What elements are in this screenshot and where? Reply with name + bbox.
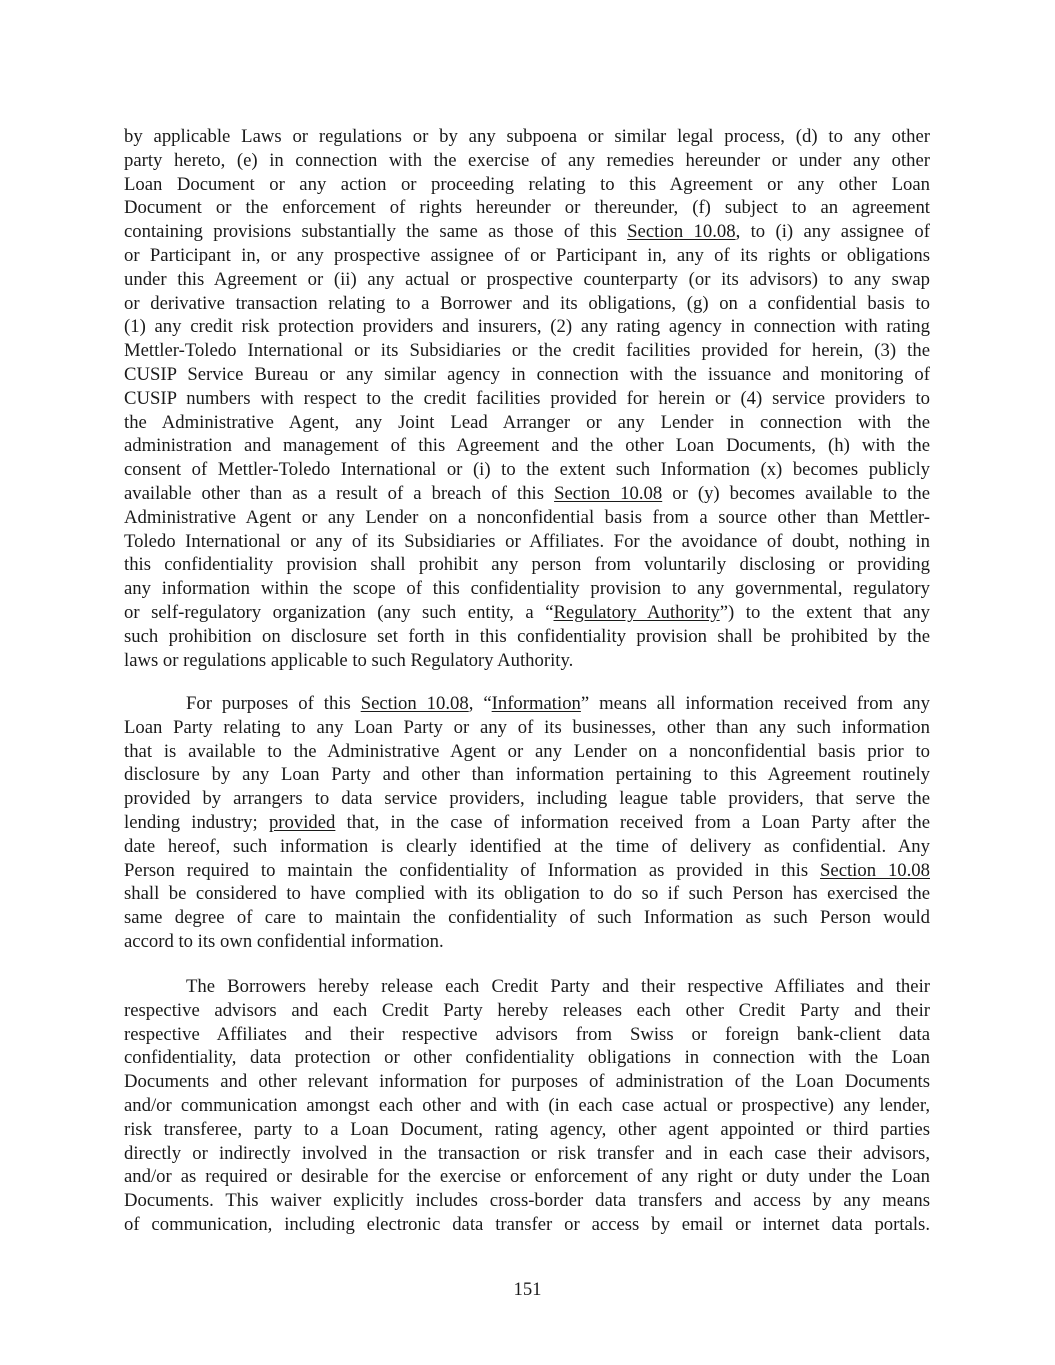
text-line	[124, 220, 930, 244]
text-line	[124, 601, 930, 625]
text-line: or derivative transaction relating to a Borrower and its obligations, (g) on a confidential basis to	[124, 292, 930, 314]
page-number: 151	[513, 1279, 542, 1300]
text-line: by applicable Laws or regulations or by any subpoena or similar legal process, (d) to any other	[124, 126, 930, 147]
text-line: or Participant in, or any prospective assignee of or Participant in, any of its rights or obligations	[124, 244, 930, 266]
defined-term: Information	[491, 693, 581, 714]
text-line: CUSIP Service Bureau or any similar agency in connection with the issuance and monitoring of	[124, 363, 930, 385]
text-line: any information within the scope of this confidentiality provision to any governmental, regulatory	[124, 578, 930, 600]
section-reference: Section 10.08	[554, 482, 663, 504]
text-run: , “	[468, 693, 492, 714]
text-run: containing provisions substantially the same as those of this	[124, 221, 628, 243]
text-line	[124, 859, 930, 883]
text-line: under this Agreement or (ii) any actual or prospective counterparty (or its advisors) to any swap	[124, 268, 930, 290]
defined-term: provided	[268, 811, 336, 833]
text-line: consent of Mettler-Toledo International or (i) to the extent such Information (x) becomes publicly	[124, 459, 930, 481]
text-line	[124, 692, 930, 716]
text-line: (1) any credit risk protection providers and insurers, (2) any rating agency in connection with rating	[124, 316, 930, 338]
defined-term: Regulatory Authority	[553, 601, 720, 623]
text-line: respective advisors and each Credit Party hereby releases each other Credit Party and their	[124, 999, 930, 1021]
section-reference: Section 10.08	[360, 693, 469, 714]
text-line: Toledo International or any of its Subsidiaries or Affiliates. For the avoidance of doubt, nothing in	[124, 530, 930, 552]
text-run: For purposes of this	[186, 693, 361, 714]
text-line: of communication, including electronic data transfer or access by email or internet data portals.	[124, 1213, 930, 1235]
text-line: and/or communication amongst each other and with (in each case actual or prospective) any lender,	[124, 1094, 930, 1116]
text-run: , to (i) any assignee of	[735, 221, 930, 243]
text-line: confidentiality, data protection or other confidentiality obligations in connection with the Loan	[124, 1047, 930, 1069]
text-run: available other than as a result of a breach of this	[124, 482, 555, 504]
text-line	[124, 811, 930, 835]
paragraph-information-definition	[124, 692, 930, 954]
text-line: The Borrowers hereby release each Credit Party and their respective Affiliates and their	[186, 976, 930, 997]
text-line: the Administrative Agent, any Joint Lead Arranger or any Lender in connection with the	[124, 411, 930, 433]
text-run: or (y) becomes available to the	[662, 482, 930, 504]
text-line: Documents. This waiver explicitly includes cross-border data transfers and access by any means	[124, 1190, 930, 1212]
text-line: administration and management of this Agreement and the other Loan Documents, (h) with the	[124, 435, 930, 457]
paragraph-data-release-waiver	[124, 975, 930, 1237]
text-line: such prohibition on disclosure set forth in this confidentiality provision shall be prohibited by the	[124, 625, 930, 647]
paragraph-confidentiality-disclosures	[124, 125, 930, 672]
text-line: Documents and other relevant information for purposes of administration of the Loan Documents	[124, 1071, 930, 1093]
text-line: Document or the enforcement of rights hereunder or thereunder, (f) subject to an agreement	[124, 197, 930, 219]
text-line: Loan Party relating to any Loan Party or any of its businesses, other than any such information	[124, 716, 930, 738]
text-line: that is available to the Administrative Agent or any Lender on a nonconfidential basis prior to	[124, 740, 930, 762]
section-reference: Section 10.08	[627, 221, 736, 243]
text-run: ” means all information received from any	[580, 693, 930, 714]
text-line: CUSIP numbers with respect to the credit facilities provided for herein or (4) service providers to	[124, 387, 930, 409]
text-run: Person required to maintain the confidentiality of Information as provided in this	[124, 859, 820, 881]
text-line: Administrative Agent or any Lender on a nonconfidential basis from a source other than Mettler-	[124, 506, 930, 528]
text-run: lending industry;	[124, 811, 269, 833]
text-line: and/or as required or desirable for the exercise or enforcement of any right or duty under the Loan	[124, 1166, 930, 1188]
text-line: Mettler-Toledo International or its Subsidiaries or the credit facilities provided for herein, (3) the	[124, 340, 930, 362]
text-line: risk transferee, party to a Loan Document, rating agency, other agent appointed or third parties	[124, 1118, 930, 1140]
text-line: same degree of care to maintain the confidentiality of such Information as such Person would	[124, 907, 930, 929]
text-run: that, in the case of information received from a Loan Party after the	[335, 811, 931, 833]
text-line: accord to its own confidential information.	[124, 930, 444, 952]
text-line: this confidentiality provision shall prohibit any person from voluntarily disclosing or providing	[124, 554, 930, 576]
text-run: ”) to the extent that any	[719, 601, 930, 623]
text-line: date hereof, such information is clearly identified at the time of delivery as confidential. Any	[124, 835, 930, 857]
text-line: directly or indirectly involved in the transaction or risk transfer and in each case their advisors,	[124, 1142, 930, 1164]
text-line: party hereto, (e) in connection with the exercise of any remedies hereunder or under any other	[124, 149, 930, 171]
text-line: disclosure by any Loan Party and other than information pertaining to this Agreement routinely	[124, 764, 930, 786]
text-line: laws or regulations applicable to such Regulatory Authority.	[124, 649, 574, 671]
text-line	[124, 482, 930, 506]
text-run: or self-regulatory organization (any such entity, a “	[124, 601, 554, 623]
text-line: respective Affiliates and their respective advisors from Swiss or foreign bank-client data	[124, 1023, 930, 1045]
text-line: shall be considered to have complied with its obligation to do so if such Person has exercised the	[124, 883, 930, 905]
text-line: provided by arrangers to data service providers, including league table providers, that serve the	[124, 788, 930, 810]
section-reference: Section 10.08	[820, 859, 930, 881]
text-line: Loan Document or any action or proceeding relating to this Agreement or any other Loan	[124, 173, 930, 195]
